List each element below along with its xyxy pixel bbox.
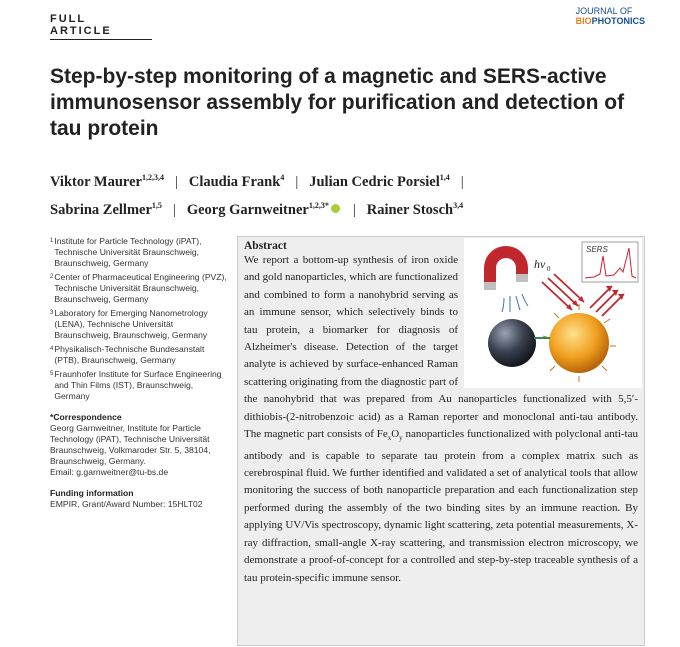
affiliation: 1 Institute for Particle Technology (iPAT), Technische Universität Braunschweig, Braunschweig, Germany (50, 236, 202, 268)
orcid-icon[interactable] (331, 204, 340, 213)
author-affil: 1,5 (151, 200, 162, 210)
hv-label: hν (534, 257, 546, 271)
graphical-abstract-figure (464, 238, 642, 388)
abstract-box (237, 236, 645, 646)
graphical-abstract-svg (464, 238, 642, 388)
abstract-heading: Abstract (244, 240, 287, 252)
author-name[interactable]: Georg Garnweitner (186, 201, 309, 218)
journal-logo-line2: BIOPHOTONICS (575, 16, 645, 26)
author-name[interactable]: Rainer Stosch (366, 201, 454, 218)
sers-spectrum-icon (582, 242, 638, 282)
correspondence-email[interactable]: Email: g.garnweitner@tu-bs.de (50, 467, 169, 477)
affiliation: 2 Center of Pharmaceutical Engineering (PVZ), Technische Universität Braunschweig, Braunschweig, Germany (50, 272, 227, 304)
gold-particle-icon (543, 304, 616, 382)
iron-oxide-particle-icon (488, 319, 536, 367)
author-affil: 1,2,3* (308, 200, 329, 210)
author-name[interactable]: Sabrina Zellmer (50, 201, 152, 218)
affiliation: 5 Fraunhofer Institute for Surface Engineering and Thin Films (IST), Braunschweig, Germany (50, 369, 222, 401)
author-affil: 4 (280, 173, 285, 182)
author-affil: 3,4 (453, 200, 464, 210)
correspondence-heading: *Correspondence (50, 412, 122, 422)
hv-sub-label: 0 (547, 265, 551, 273)
correspondence-text: Georg Garnweitner, Institute for Particle Technology (iPAT), Technische Universität Braunschweig, Volkmaroder Str. 5, 38104, Braunschweig, Germany. (50, 423, 211, 466)
author-list: Viktor Maurer$^{1,2,3,4}$ | Claudia Frank$^4$ | Julian Cedric Porsiel$^{1,4}$ | Sabrina Zellmer$^{1,5}$ | Georg Garnweitner$^{1,2,3*}$ | Rainer Stosch$^{3,4}$ (50, 173, 464, 218)
author-name[interactable]: Viktor Maurer (50, 173, 142, 190)
funding-text: EMPIR, Grant/Award Number: 15HLT02 (50, 499, 203, 509)
field-lines-icon (502, 294, 528, 312)
author-name[interactable]: Claudia Frank (188, 173, 281, 190)
affiliation: 4 Physikalisch-Technische Bundesanstalt (PTB), Braunschweig, Germany (50, 344, 205, 365)
journal-logo (576, 6, 645, 26)
affiliation: 3 Laboratory for Emerging Nanometrology (LENA), Technische Universität Braunschweig, Braunschweig, Germany (50, 308, 208, 340)
affiliations-column (50, 236, 228, 510)
svg-text:SERS: SERS (586, 245, 608, 254)
funding-heading: Funding information (50, 488, 134, 498)
author-affil: 1,2,3,4 (141, 173, 164, 182)
author-affil: 1,4 (439, 173, 450, 182)
article-title: Step-by-step monitoring of a magnetic and SERS-active immunosensor assembly for purification and detection of tau protein (50, 65, 625, 140)
journal-logo-line1: JOURNAL OF (575, 6, 633, 16)
author-name[interactable]: Julian Cedric Porsiel (309, 173, 440, 190)
abstract-text: We report a bottom-up synthesis of iron oxide and gold nanoparticles, which are functionalized and combined to form a nanohybrid serving as an immune sensor, which selectively binds to tau protein, a biomarker for diagnosis of Alzheimer's disease. Detection of the target analyte is achieved by surface-enhanced Raman scattering originating from the diagnostic part of the nanohybrid that was prepared from Au nanoparticles functionalized with 5,5′-dithiobis-(2-nitrobenzoic acid) as a Raman reporter and monoclonal anti-tau antibody. The magnetic part consists of $Fe_xO_y$ nanoparticles functionalized with polyclonal anti-tau antibody and is capable to separate tau protein from a complex matrix such as cerebrospinal fluid. We further identified and validated a set of analytical tools that allow monitoring the success of both nanoparticle preparation and each functionalization step performed during the assembly of the two binding sites by an immune reaction. By applying UV/Vis spectroscopy, dynamic light scattering, zeta potential measurements, X-ray diffraction, small-angle X-ray scattering, and transmission electron microscopy, we demonstrate a proof-of-concept for a controlled and step-by-step traceable synthesis of a tau protein-specific immune sensor. (244, 254, 638, 584)
magnet-icon (484, 246, 528, 290)
article-type-label: FULL ARTICLE (50, 13, 152, 40)
